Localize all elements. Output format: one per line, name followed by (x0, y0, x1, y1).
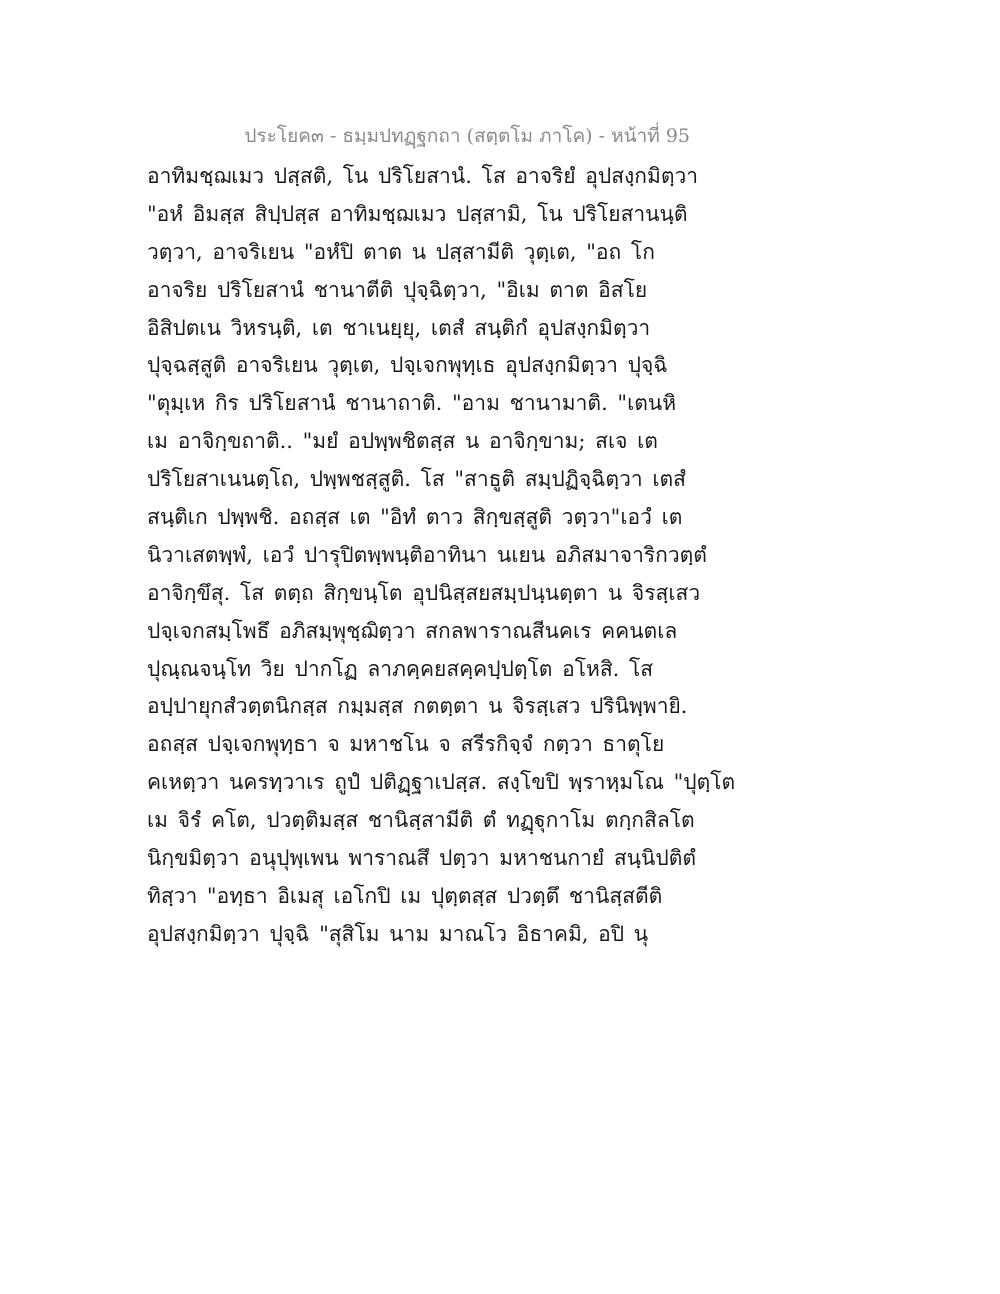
text-line: อาทิมชฺฌเมว ปสฺสติ, โน ปริโยสานํ. โส อาจริยํ อุปสงฺกมิตฺวา (147, 164, 699, 188)
text-line: "ตุมฺเห กิร ปริโยสานํ ชานาถาติ. "อาม ชานามาติ. "เตนหิ (147, 391, 677, 416)
text-line: วตฺวา, อาจริเยน "อหํปิ ตาต น ปสฺสามีติ วุตฺเต, "อถ โก (147, 239, 655, 264)
text-line: อุปสงฺกมิตฺวา ปุจฺฉิ "สุสิโม นาม มาณโว อิธาคมิ, อปิ นุ (147, 921, 649, 946)
text-line: คเหตฺวา นครทฺวาเร ถูปํ ปติฏฺฐาเปสฺส. สงฺโขปิ พฺราหฺมโณ "ปุตฺโต (147, 770, 736, 795)
text-line: อถสฺส ปจฺเจกพุทฺธา จ มหาชโน จ สรีรกิจฺจํ กตฺวา ธาตุโย (147, 732, 665, 757)
text-line: เม อาจิกฺขถาติ.. "มยํ อปพฺพชิตสฺส น อาจิกฺขาม; สเจ เต (147, 429, 658, 454)
text-line: สนฺติเก ปพฺพชิ. อถสฺส เต "อิทํ ตาว สิกฺขสฺสูติ วตฺวา"เอวํ เต (147, 505, 683, 530)
text-line: ปุณฺณจนฺโท วิย ปากโฏ ลาภคฺคยสคฺคปฺปตฺโต อโหสิ. โส (147, 656, 654, 681)
text-line: อิสิปตเน วิหรนฺติ, เต ชาเนยฺยุ, เตสํ สนฺติกํ อุปสงฺกมิตฺวา (147, 315, 651, 340)
text-line: อปฺปายุกสํวตฺตนิกสฺส กมฺมสฺส กตตฺตา น จิรสฺเสว ปรินิพฺพายิ. (147, 694, 688, 719)
text-line: นิวาเสตพฺพํ, เอวํ ปารุปิตพฺพนฺติอาทินา นเยน อภิสมาจาริกวตฺตํ (147, 542, 707, 567)
text-line: ปุจฺฉสฺสูติ อาจริเยน วุตฺเต, ปจฺเจกพุทฺเธ อุปสงฺกมิตฺวา ปุจฺฉิ (147, 353, 668, 378)
text-line: "อหํ อิมสฺส สิปฺปสฺส อาทิมชฺฌเมว ปสฺสามิ, โน ปริโยสานนฺติ (147, 201, 688, 226)
text-line: ทิสฺวา "อทฺธา อิเมสุ เอโกปิ เม ปุตฺตสฺส ปวตฺตึ ชานิสฺสตีติ (147, 883, 663, 908)
text-line: อาจิกฺขึสุ. โส ตตฺถ สิกฺขนฺโต อุปนิสฺสยสมฺปนฺนตฺตา น จิรสฺเสว (147, 580, 701, 605)
running-header: ประโยค๓ - ธมฺมปทฏฺฐกถา (สตฺตโม ภาโค) - หน้าที่ 95 (244, 125, 690, 147)
text-line: อาจริย ปริโยสานํ ชานาตีติ ปุจฺฉิตฺวา, "อิเม ตาต อิสโย (147, 277, 648, 302)
text-line: นิกฺขมิตฺวา อนุปุพฺเพน พาราณสึ ปตฺวา มหาชนกายํ สนฺนิปติตํ (147, 846, 696, 871)
text-line: ปริโยสาเนนตฺโถ, ปพฺพชสฺสูติ. โส "สาธูติ สมฺปฏิจฺฉิตฺวา เตสํ (147, 467, 686, 492)
body-text (147, 158, 736, 954)
text-line: ปจฺเจกสมฺโพธึ อภิสมฺพุชฺฌิตฺวา สกลพาราณสีนคเร คคนตเล (147, 618, 678, 643)
text-line: เม จิรํ คโต, ปวตฺติมสฺส ชานิสฺสามีติ ตํ ทฏฺฐุกาโม ตกฺกสิลโต (147, 808, 695, 833)
